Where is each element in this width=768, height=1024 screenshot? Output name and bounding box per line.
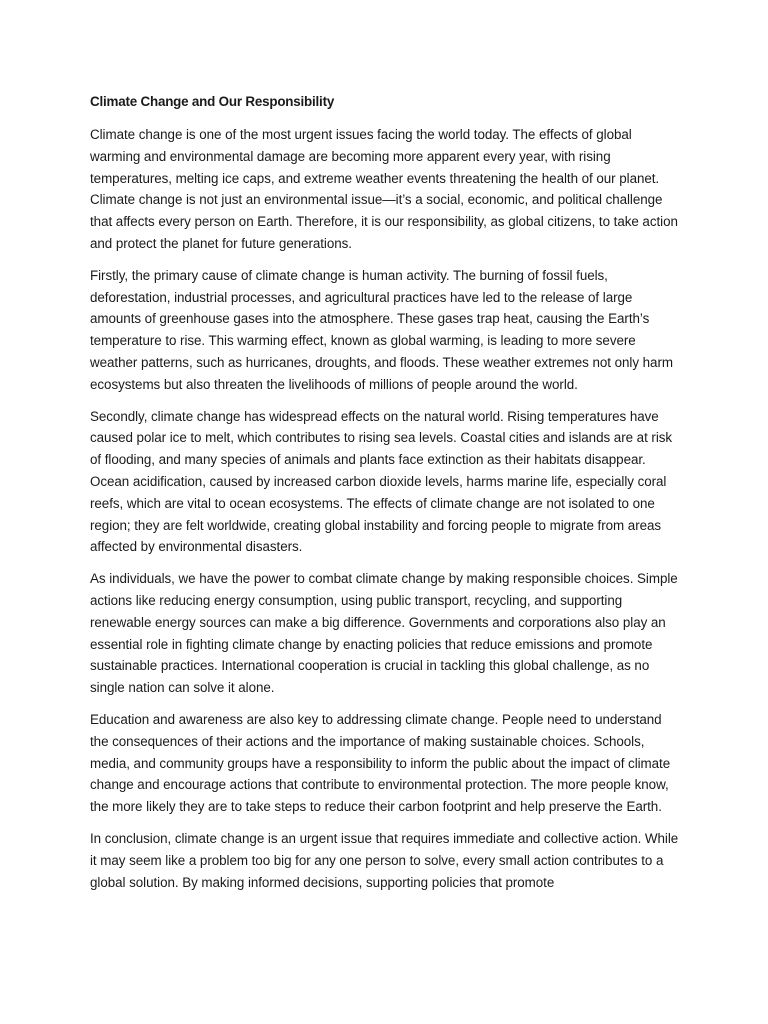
- document-title: Climate Change and Our Responsibility: [90, 94, 335, 109]
- paragraph-conclusion: In conclusion, climate change is an urgent issue that requires immediate and collective action. While it may seem like a problem too big for any one person to solve, every small action contributes to a global solution. By making informed decisions, supporting policies that promote: [90, 830, 679, 890]
- paragraph-intro: Climate change is one of the most urgent issues facing the world today. The effects of global warming and environmental damage are becoming more apparent every year, with rising temperatures, melting ice caps, and extreme weather events threatening the health of our planet. Climate change is not just an environmental issue—it’s a social, economic, and political challenge that affects every person on Earth. Therefore, it is our responsibility, as global citizens, to take action and protect the planet for future generations.: [90, 127, 678, 251]
- paragraph-education: Education and awareness are also key to addressing climate change. People need to understand the consequences of their actions and the importance of making sustainable choices. Schools, media, and community groups have a responsibility to inform the public about the impact of climate change and encourage actions that contribute to environmental protection. The more people know, the more likely they are to take steps to reduce their carbon footprint and help preserve the Earth.: [90, 711, 671, 815]
- paragraph-effects: Secondly, climate change has widespread effects on the natural world. Rising temperatures have caused polar ice to melt, which contributes to rising sea levels. Coastal cities and islands are at risk of flooding, and many species of animals and plants face extinction as their habitats disappear. Ocean acidification, caused by increased carbon dioxide levels, harms marine life, especially coral reefs, which are vital to ocean ecosystems. The effects of climate change are not isolated to one region; they are felt worldwide, creating global instability and forcing people to migrate from areas affected by environmental disasters.: [90, 408, 673, 555]
- paragraph-causes: Firstly, the primary cause of climate change is human activity. The burning of fossil fuels, deforestation, industrial processes, and agricultural practices have led to the release of large amounts of greenhouse gases into the atmosphere. These gases trap heat, causing the Earth’s temperature to rise. This warming effect, known as global warming, is leading to more severe weather patterns, such as hurricanes, droughts, and floods. These weather extremes not only harm ecosystems but also threaten the livelihoods of millions of people around the world.: [90, 267, 673, 392]
- paragraph-individual-action: As individuals, we have the power to combat climate change by making responsible choices. Simple actions like reducing energy consumption, using public transport, recycling, and supporting renewable energy sources can make a big difference. Governments and corporations also play an essential role in fighting climate change by enacting policies that reduce emissions and promote sustainable practices. International cooperation is crucial in tackling this global challenge, as no single nation can solve it alone.: [90, 571, 678, 696]
